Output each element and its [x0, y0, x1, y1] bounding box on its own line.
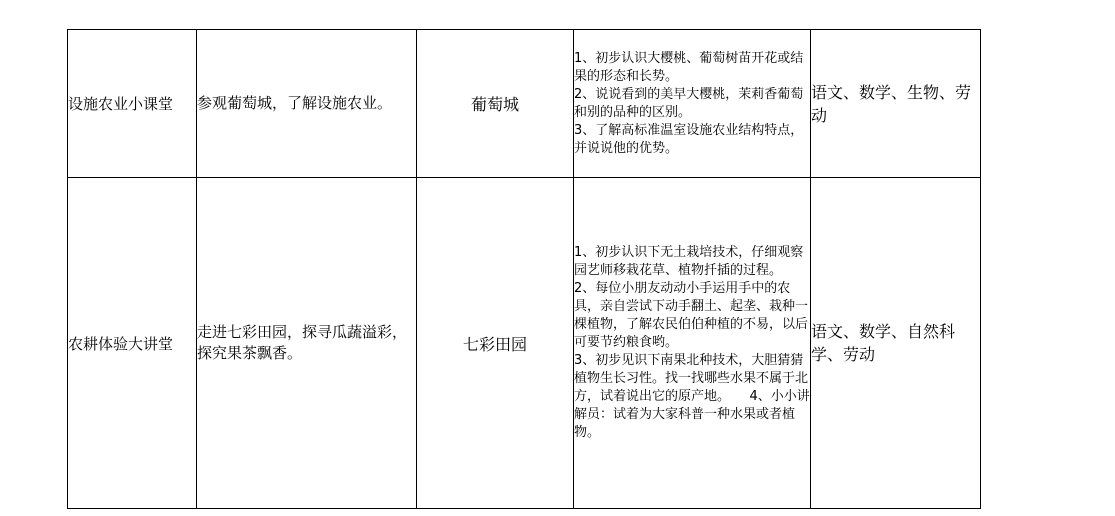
subjects-cell: [811, 178, 981, 509]
course-name-cell: 农耕体验大讲堂: [68, 178, 197, 509]
goals-text: 1、初步认识下无土栽培技术，仔细观察园艺师移栽花草、植物扦插的过程。 2、每位小朋友动动小手运用手中的农具，亲自尝试下动手翻土、起垄、栽种一棵植物，了解农民伯伯种植的不易，以后可要节约粮食哟。 3、初步见识下南果北种技术，大胆猜猜植物生长习性。找一找哪些水果不属于北方，试着说出它的原产地。 4、小小讲解员：试着为大家科普一种水果或者植物。: [574, 245, 810, 440]
subjects-text: 语文、数学、自然科学、劳动: [811, 322, 956, 364]
activity-cell: 参观葡萄城，了解设施农业。: [197, 30, 417, 178]
course-name-cell: 设施农业小课堂: [68, 30, 197, 178]
course-table: [67, 29, 981, 509]
goals-cell: [574, 178, 811, 509]
table-row: [68, 178, 981, 509]
subjects-cell: [811, 30, 981, 178]
goals-cell: [574, 30, 811, 178]
goals-text: 1、初步认识大樱桃、葡萄树苗开花或结果的形态和长势。 2、说说看到的美早大樱桃，茉莉香葡萄和别的品种的区别。 3、了解高标准温室设施农业结构特点，并说说他的优势。: [574, 50, 804, 156]
subjects-text: 语文、数学、生物、劳动: [811, 82, 972, 125]
location-cell: 七彩田园: [417, 178, 574, 509]
activity-cell: 走进七彩田园，探寻瓜蔬溢彩，探究果茶飘香。: [197, 178, 417, 509]
table-row: [68, 30, 981, 178]
location-cell: 葡萄城: [417, 30, 574, 178]
